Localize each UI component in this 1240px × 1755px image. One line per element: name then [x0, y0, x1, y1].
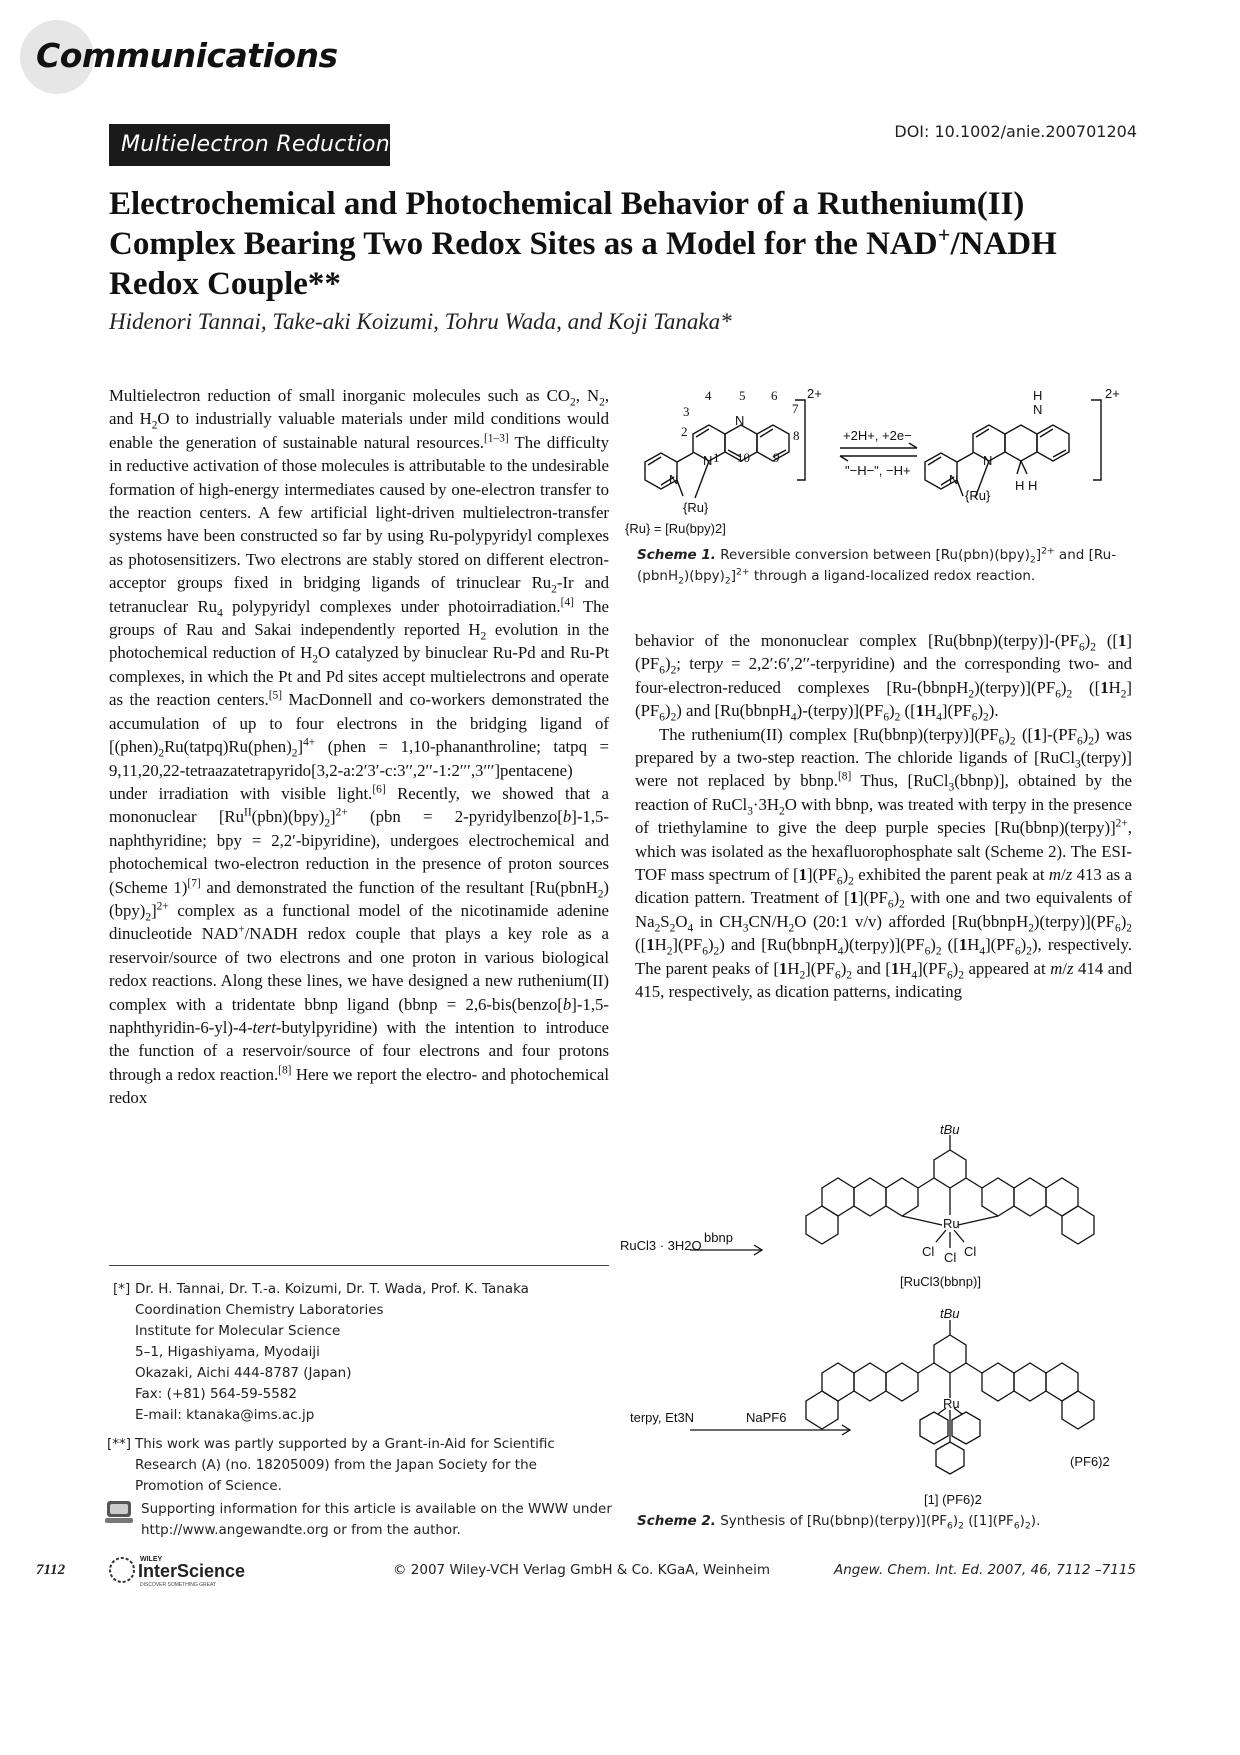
acknowledgment-footnote: [107, 1434, 607, 1498]
body-column-right: [635, 629, 1132, 1004]
scheme-1-caption: Scheme 1. Reversible conversion between $[Ru(pbn)(bpy)_2]^{2+}$ and $[Ru-(pbnH_2)(bpy)_2]^{2+}$ through a ligand-localized redox reaction.: [637, 545, 1117, 587]
atom-label: N: [669, 472, 679, 487]
forward-reaction-label: +2H+, +2e−: [843, 428, 912, 443]
atom-number: 5: [739, 388, 746, 403]
scheme-2-labels: [620, 1122, 1110, 1507]
copyright-notice: © 2007 Wiley-VCH Verlag GmbH & Co. KGaA, Weinheim: [393, 1562, 770, 1578]
tbu-label: tBu: [940, 1122, 960, 1137]
footnote-mark: [**]: [107, 1436, 132, 1452]
atom-number: 3: [683, 404, 690, 419]
footnote-divider: [109, 1265, 609, 1266]
article-title: Electrochemical and Photochemical Behavior of a Ruthenium(II) Complex Bearing Two Redox Sites as a Model for the NAD+/NADH Redox Couple**: [109, 186, 1057, 302]
ru-label: {Ru}: [965, 488, 991, 503]
atom-number: 7: [792, 401, 799, 416]
scheme-1-figure: [625, 380, 1135, 535]
reverse-reaction-label: "−H−", −H+: [845, 463, 911, 478]
atom-number: 6: [771, 388, 778, 403]
step-2-salt: NaPF6: [746, 1410, 787, 1425]
atom-label: N: [1033, 402, 1043, 417]
scheme-1-labels: [625, 386, 1120, 536]
journal-citation: Angew. Chem. Int. Ed. 2007, 46, 7112 –7115: [834, 1562, 1136, 1578]
atom-number: 8: [793, 428, 800, 443]
paragraph: behavior of the mononuclear complex $[Ru(bbnp)(terpy)]-(PF_6)_2$ ($[1](PF_6)_2$; terpy = 2,2′:6′,2′′-terpyridine) and the corresponding two- and four-electron-reduced complexes $[Ru-(bbnpH_2)(terpy)](PF_6)_2$ $([1H_2](PF_6)_2)$ and $[Ru(bbnpH_4)-(terpy)](PF_6)_2$ $([1H_4](PF_6)_2)$.: [635, 631, 1133, 724]
charge-label: 2+: [1105, 386, 1120, 401]
atom-number: 9: [773, 450, 780, 465]
author-list: Hidenori Tannai, Take-aki Koizumi, Tohru Wada, and Koji Tanaka*: [109, 309, 732, 334]
page-number: 7112: [36, 1562, 66, 1578]
ru-definition: {Ru} = [Ru(bpy)2]: [625, 521, 726, 536]
atom-label: N: [703, 453, 713, 468]
affiliation-text: Dr. H. Tannai, Dr. T.-a. Koizumi, Dr. T. Wada, Prof. K. Tanaka Coordination Chemistry Laboratories Institute for Molecular Science 5–1, Higashiyama, Myodaiji Okazaki, Aichi 444-8787 (Japan) Fax: (+81) 564-59-5582 E-mail: ktanaka@ims.ac.jp: [135, 1281, 529, 1423]
tbu-label: tBu: [940, 1306, 960, 1321]
caption-label: Scheme 2.: [637, 1513, 716, 1529]
paragraph: Multielectron reduction of small inorganic molecules such as $CO_2$, $N_2$, and $H_2O$ to industrially valuable materials under mild conditions would enable the generation of sustainable natural resources.[1–3] The difficulty in reductive activation of those molecules is attributable to the undesirable formation of high-energy intermediates caused by one-electron transfer to the reaction centers. A few artificial light-driven multielectron-transfer systems have been constructed so far by using Ru-polypyridyl complexes as photosensitizers. Two electrons are stably stored on different electron-acceptor groups fixed in bridging ligands of trinuclear $Ru_2-Ir$ and tetranuclear $Ru_4$ polypyridyl complexes under photoirradiation.[4] The groups of Rau and Sakai independently reported $H_2$ evolution in the photochemical reduction of $H_2O$ catalyzed by binuclear Ru-Pd and Ru-Pt complexes, in which the Pt and Pd sites accept multielectrons and operate as the reaction centers.[5] MacDonnell and co-workers demonstrated the accumulation of up to four electrons in the bridging ligand of $[(phen)_2Ru(tatpq)Ru(phen)_2]^{4+}$ (phen = 1,10-phananthroline; tatpq = 9,11,20,22-tetraazatetrapyrido[3,2-a:2′3′-c:3′′,2′′-1:2′′′,3′′′]pentacene) under irradiation with visible light.[6] Recently, we showed that a mononuclear $[Ru^{II}(pbn)(bpy)_2]^{2+}$ (pbn = 2-pyridylbenzo[b]-1,5-naphthyridine; bpy = 2,2′-bipyridine), undergoes electrochemical and photochemical two-electron reduction in the presence of proton sources (Scheme 1)[7] and demonstrated the function of the resultant $[Ru(pbnH_2)(bpy)_2]^{2+}$ complex as a functional model of the nicotinamide adenine dinucleotide NAD+/NADH redox couple that plays a key role as a reservoir/source of two electrons and one proton in various biological redox reactions. Along these lines, we have designed a new ruthenium(II) complex with a tridentate bbnp ligand (bbnp = 2,6-bis(benzo[b]-1,5-naphthyridin-6-yl)-4-tert-butylpyridine) with the intention to introduce the function of a reservoir/source of four electrons and four protons through a redox reaction.[8] Here we report the electro- and photochemical redox: [109, 386, 610, 1108]
counterion-label: (PF6)2: [1070, 1454, 1110, 1469]
atom-number: 2: [681, 424, 688, 439]
caption-label: Scheme 1.: [637, 547, 716, 563]
affiliation-footnote: [113, 1279, 613, 1429]
reactant-label: RuCl3 · 3H2O: [620, 1238, 702, 1253]
cl-label: Cl: [964, 1244, 977, 1259]
logo-interscience: InterScience: [138, 1561, 246, 1581]
atom-label: N: [735, 413, 745, 428]
footnote-mark: [*]: [113, 1281, 131, 1297]
category-tag: Multielectron Reduction: [109, 124, 390, 166]
acknowledgment-text: This work was partly supported by a Grant-in-Aid for Scientific Research (A) (no. 18205009) from the Japan Society for the Promotion of Science.: [135, 1436, 555, 1494]
intermediate-label: [RuCl3(bbnp)]: [900, 1274, 981, 1289]
ru-label: Ru: [943, 1216, 960, 1231]
ru-label: {Ru}: [683, 500, 709, 515]
atom-label: N: [949, 472, 959, 487]
cl-label: Cl: [922, 1244, 935, 1259]
cl-label: Cl: [944, 1250, 957, 1265]
body-column-left: [109, 384, 609, 1110]
atom-number: 1: [713, 450, 720, 465]
supporting-info-text: Supporting information for this article is available on the WWW under http://www.angewandte.org or from the author.: [141, 1501, 612, 1538]
doi-link[interactable]: DOI: 10.1002/anie.200701204: [894, 122, 1137, 141]
paragraph: The ruthenium(II) complex $[Ru(bbnp)(terpy)](PF_6)_2$ $([1]-(PF_6)_2)$ was prepared by a two-step reaction. The chloride ligands of [RuCl$_3$(terpy)] were not replaced by bbnp.[8] Thus, [RuCl$_3$(bbnp)], obtained by the reaction of $RuCl_3\cdot 3H_2O$ with bbnp, was treated with terpy in the presence of triethylamine to give the deep purple species [Ru(bbnp)(terpy)]$^{2+}$, which was isolated as the hexafluorophosphate salt (Scheme 2). The ESI-TOF mass spectrum of $[1](PF_6)_2$ exhibited the parent peak at m/z 413 as a dication pattern. Treatment of $[1](PF_6)_2$ with one and two equivalents of $Na_2S_2O_4$ in $CH_3CN/H_2O$ (20:1 v/v) afforded $[Ru(bbnpH_2)(terpy)](PF_6)_2$ $([1H_2](PF_6)_2)$ and $[Ru(bbnpH_4)(terpy)](PF_6)_2$ $([1H_4](PF_6)_2)$, respectively. The parent peaks of $[1H_2](PF_6)_2$ and $[1H_4](PF_6)_2$ appeared at m/z 414 and 415, respectively, as dication patterns, indicating: [635, 724, 1133, 1002]
step-2-reagent: terpy, Et3N: [630, 1410, 695, 1425]
atom-number: 10: [737, 450, 750, 465]
step-1-reagent: bbnp: [704, 1230, 733, 1245]
hh-label: H H: [1015, 478, 1038, 493]
ru-label: Ru: [943, 1396, 960, 1411]
interscience-logo: [108, 1552, 278, 1588]
logo-wiley: WILEY: [140, 1556, 163, 1563]
product-label: [1] (PF6)2: [924, 1492, 982, 1507]
charge-label: 2+: [807, 386, 822, 401]
logo-tagline: DISCOVER SOMETHING GREAT: [140, 1582, 217, 1588]
computer-icon: [104, 1499, 134, 1525]
supporting-info-note: [141, 1499, 621, 1541]
section-heading: Communications: [36, 36, 338, 75]
atom-label: N: [983, 453, 993, 468]
atom-label: H: [1033, 388, 1043, 403]
scheme-2-caption: Scheme 2. Synthesis of $[Ru(bbnp)(terpy)](PF_6)_2$ $([1](PF_6)_2)$.: [637, 1513, 1041, 1532]
atom-number: 4: [705, 388, 712, 403]
